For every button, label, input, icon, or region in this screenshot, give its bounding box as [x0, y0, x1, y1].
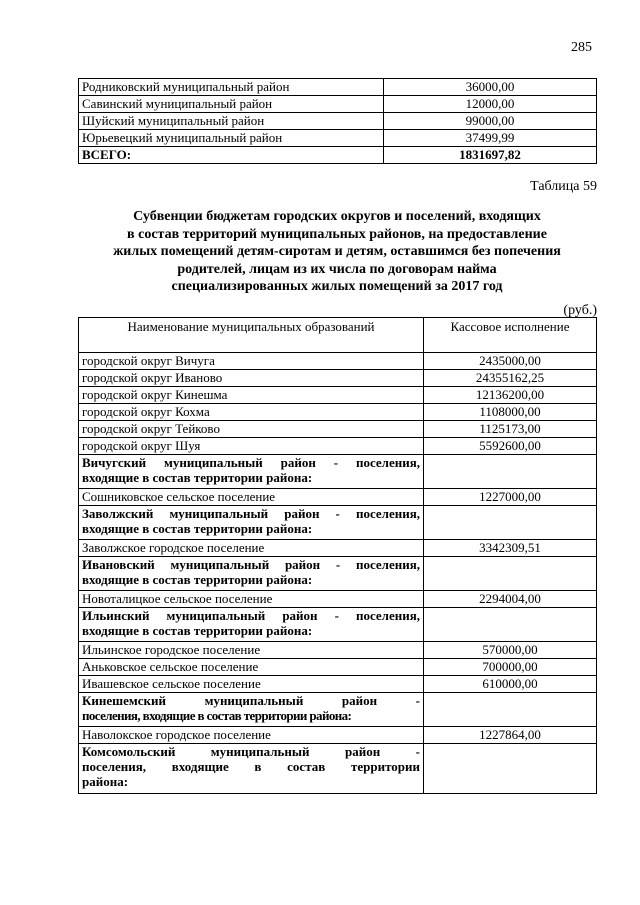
row-name: Аньковское сельское поселение	[79, 659, 424, 676]
district-heading-line: района:	[82, 774, 129, 789]
unit-label: (руб.)	[563, 303, 597, 318]
row-value	[424, 608, 597, 642]
row-value: 12136200,00	[424, 387, 597, 404]
row-value: 5592600,00	[424, 438, 597, 455]
table-number-label: Таблица 59	[530, 179, 597, 194]
district-heading-line: Ильинский муниципальный район - поселения,	[82, 608, 420, 623]
row-value	[424, 744, 597, 794]
row-value	[424, 693, 597, 727]
table-row	[79, 387, 597, 404]
title-line: Субвенции бюджетам городских округов и поселений, входящих	[133, 209, 541, 224]
table-row	[79, 96, 597, 113]
row-name: городской округ Иваново	[79, 370, 424, 387]
row-value: 1108000,00	[424, 404, 597, 421]
district-heading	[79, 455, 424, 489]
table-title	[78, 208, 596, 296]
row-name: городской округ Кохма	[79, 404, 424, 421]
district-heading-line: входящие в состав территории района:	[82, 572, 313, 587]
title-line: родителей, лицам из их числа по договорам найма	[177, 261, 497, 277]
row-name: Савинский муниципальный район	[79, 96, 384, 113]
district-heading	[79, 608, 424, 642]
row-value: 1227000,00	[424, 489, 597, 506]
district-header-row	[79, 693, 597, 727]
header-col-value: Кассовое исполнение	[424, 318, 597, 353]
total-label: ВСЕГО:	[79, 147, 384, 164]
header-col-name: Наименование муниципальных образований	[79, 318, 424, 353]
district-header-row	[79, 506, 597, 540]
row-name: городской округ Вичуга	[79, 353, 424, 370]
district-heading	[79, 557, 424, 591]
table-row	[79, 130, 597, 147]
row-value: 99000,00	[384, 113, 597, 130]
row-value: 700000,00	[424, 659, 597, 676]
row-value: 36000,00	[384, 79, 597, 96]
district-heading	[79, 693, 424, 727]
row-name: городской округ Кинешма	[79, 387, 424, 404]
table-row	[79, 659, 597, 676]
row-name: Заволжское городское поселение	[79, 540, 424, 557]
row-value: 2435000,00	[424, 353, 597, 370]
district-heading	[79, 506, 424, 540]
table-top-continuation	[78, 78, 597, 164]
row-name: городской округ Шуя	[79, 438, 424, 455]
table-row	[79, 370, 597, 387]
district-heading-line: входящие в состав территории района:	[82, 470, 313, 485]
row-name: Наволокское городское поселение	[79, 727, 424, 744]
row-value: 1227864,00	[424, 727, 597, 744]
row-value: 2294004,00	[424, 591, 597, 608]
table-row	[79, 404, 597, 421]
row-value	[424, 557, 597, 591]
row-name: Юрьевецкий муниципальный район	[79, 130, 384, 147]
row-name: Новоталицкое сельское поселение	[79, 591, 424, 608]
district-heading-line: поселения, входящие в состав территории района:	[82, 708, 352, 723]
row-value: 3342309,51	[424, 540, 597, 557]
title-line: специализированных жилых помещений за 2017 год	[171, 279, 503, 294]
table-row	[79, 113, 597, 130]
row-value	[424, 455, 597, 489]
district-heading-line: входящие в состав территории района:	[82, 623, 313, 638]
table-row	[79, 540, 597, 557]
table-row	[79, 591, 597, 608]
total-value: 1831697,82	[384, 147, 597, 164]
row-name: Шуйский муниципальный район	[79, 113, 384, 130]
row-value: 1125173,00	[424, 421, 597, 438]
row-value: 570000,00	[424, 642, 597, 659]
district-heading-line: Вичугский муниципальный район - поселения,	[82, 455, 420, 470]
table-header-row	[79, 318, 597, 353]
row-value: 24355162,25	[424, 370, 597, 387]
district-heading-line: входящие в состав территории района:	[82, 521, 313, 536]
row-value: 37499,99	[384, 130, 597, 147]
district-heading	[79, 744, 424, 794]
page-number: 285	[571, 40, 592, 55]
table-row	[79, 727, 597, 744]
district-header-row	[79, 744, 597, 794]
title-line: в состав территорий муниципальных районов, на предоставление	[127, 226, 547, 242]
title-line: жилых помещений детям-сиротам и детям, оставшимся без попечения	[113, 244, 561, 259]
row-value: 610000,00	[424, 676, 597, 693]
row-name: городской округ Тейково	[79, 421, 424, 438]
row-value: 12000,00	[384, 96, 597, 113]
district-heading-line: Комсомольский муниципальный район -	[82, 744, 420, 759]
table-row	[79, 353, 597, 370]
district-heading-line: Заволжский муниципальный район - поселения,	[82, 506, 420, 521]
district-header-row	[79, 608, 597, 642]
table-subventions	[78, 317, 597, 794]
district-header-row	[79, 455, 597, 489]
row-name: Ивашевское сельское поселение	[79, 676, 424, 693]
district-header-row	[79, 557, 597, 591]
district-heading-line: Ивановский муниципальный район - поселения,	[82, 557, 420, 572]
table-row	[79, 642, 597, 659]
table-row	[79, 79, 597, 96]
row-value	[424, 506, 597, 540]
row-name: Сошниковское сельское поселение	[79, 489, 424, 506]
table-total-row	[79, 147, 597, 164]
table-row	[79, 489, 597, 506]
table-row	[79, 438, 597, 455]
row-name: Родниковский муниципальный район	[79, 79, 384, 96]
table-row	[79, 676, 597, 693]
row-name: Ильинское городское поселение	[79, 642, 424, 659]
district-heading-line: Кинешемский муниципальный район -	[82, 693, 420, 708]
district-heading-line: поселения, входящие в состав территории	[82, 759, 420, 774]
table-row	[79, 421, 597, 438]
